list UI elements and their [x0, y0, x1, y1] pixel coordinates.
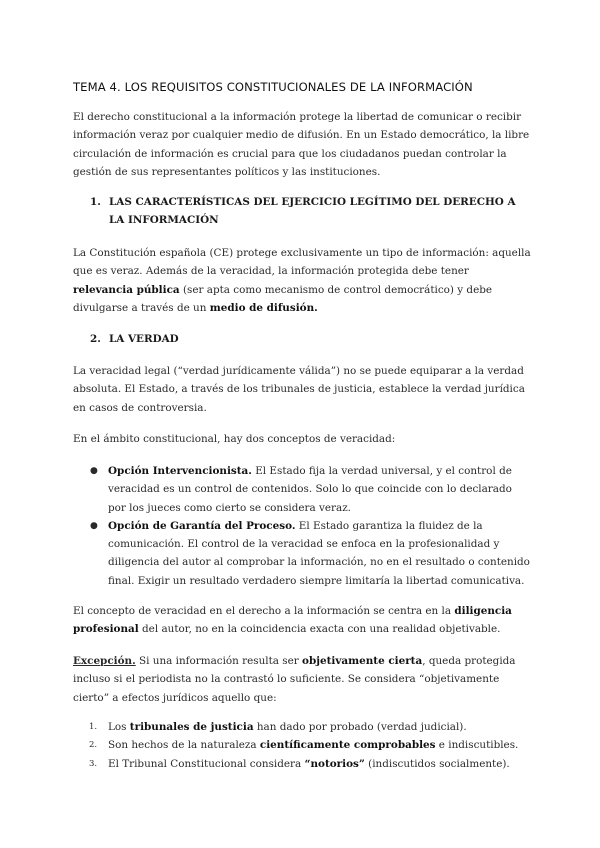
section1-number: 1.	[90, 196, 101, 208]
list-item	[73, 462, 533, 517]
list-text: han dado por probado (verdad judicial).	[253, 721, 467, 733]
list-bold: científicamente comprobables	[259, 739, 436, 752]
page-title: TEMA 4. LOS REQUISITOS CONSTITUCIONALES DE LA INFORMACIÓN	[73, 80, 473, 94]
list-text: El Tribunal Constitucional considera	[108, 757, 305, 770]
veracity-concepts-list	[73, 462, 533, 590]
list-text: (indiscutidos socialmente).	[364, 757, 510, 770]
list-item	[73, 755, 533, 773]
relevancia-publica-bold: relevancia pública	[73, 283, 180, 296]
list-text: Los	[108, 721, 130, 733]
bullet-icon: ●	[90, 520, 98, 531]
section1-text-b: (ser apta como mecanismo de control democrático) y debe divulgarse a través de un	[73, 283, 493, 315]
section1-title: LAS CARACTERÍSTICAS DEL EJERCICIO LEGÍTIMO DEL DERECHO A LA INFORMACIÓN	[109, 196, 516, 226]
intro-paragraph: El derecho constitucional a la información protege la libertad de comunicar o recibir información veraz por cualquier medio de difusión. En un Estado democrático, la libre circulación de información es crucial para que los ciudadanos puedan controlar la gestión de sus representantes políticos y las instituciones.	[73, 111, 530, 179]
list-bold: “notorios”	[304, 757, 365, 770]
list-text: Son hechos de la naturaleza	[108, 739, 260, 752]
section2-title: LA VERDAD	[109, 333, 179, 345]
bullet-icon: ●	[90, 466, 98, 476]
paragraph-text: El concepto de veracidad en el derecho a la información se centra en la	[73, 605, 455, 617]
bullet-title: Opción Intervencionista.	[108, 465, 252, 477]
list-number: 3.	[89, 758, 98, 769]
list-text: e indiscutibles.	[435, 739, 519, 752]
section2-paragraph-3	[73, 602, 531, 639]
section2-number: 2.	[90, 333, 101, 345]
objective-truth-list	[73, 718, 533, 773]
bullet-title: Opción de Garantía del Proceso.	[108, 519, 296, 532]
diligencia-profesional-bold: diligencia profesional	[73, 605, 512, 636]
list-number: 1.	[89, 722, 98, 732]
section2-paragraph-1: La veracidad legal (“verdad jurídicamente válida”) no se puede equiparar a la verdad absoluta. El Estado, a través de los tribunales de justicia, establece la verdad jurídica en casos de controversia.	[73, 365, 525, 414]
section1-heading	[90, 193, 530, 229]
list-item	[73, 718, 533, 736]
section1-text-a: La Constitución española (CE) protege exclusivamente un tipo de información: aquella que es veraz. Además de la veracidad, la información protegida debe tener	[73, 247, 531, 278]
list-number: 2.	[89, 740, 98, 751]
medio-difusion-bold: medio de difusión.	[209, 302, 318, 315]
paragraph-text: del autor, no en la coincidencia exacta con una realidad objetivable.	[138, 623, 501, 636]
paragraph-text: , queda protegida incluso si el periodista no la contrastó lo suficiente. Se considera “objetivamente cierto” a efectos jurídicos aquello que:	[73, 655, 516, 704]
list-item	[73, 517, 533, 590]
section2-paragraph-2: En el ámbito constitucional, hay dos conceptos de veracidad:	[73, 433, 396, 445]
list-bold: tribunales de justicia	[129, 721, 254, 733]
exception-paragraph	[73, 652, 531, 707]
section1-paragraph	[73, 244, 531, 318]
exception-label: Excepción.	[73, 655, 136, 667]
list-item	[73, 736, 533, 754]
section2-heading	[90, 330, 530, 348]
paragraph-text: Si una información resulta ser	[135, 655, 303, 667]
objetivamente-cierta-bold: objetivamente cierta	[302, 655, 423, 667]
bullet-text: El Estado garantiza la fluidez de la comunicación. El control de la veracidad se enfoca en la profesionalidad y diligencia del autor al comprobar la información, no en el resultado o contenido final. Exigir un resultado verdadero siempre limitaría la libertad comunicativa.	[108, 519, 530, 587]
bullet-text: El Estado fija la verdad universal, y el control de veracidad es un control de contenidos. Solo lo que coincide con lo declarado por los jueces como cierto se considera veraz.	[108, 465, 512, 514]
